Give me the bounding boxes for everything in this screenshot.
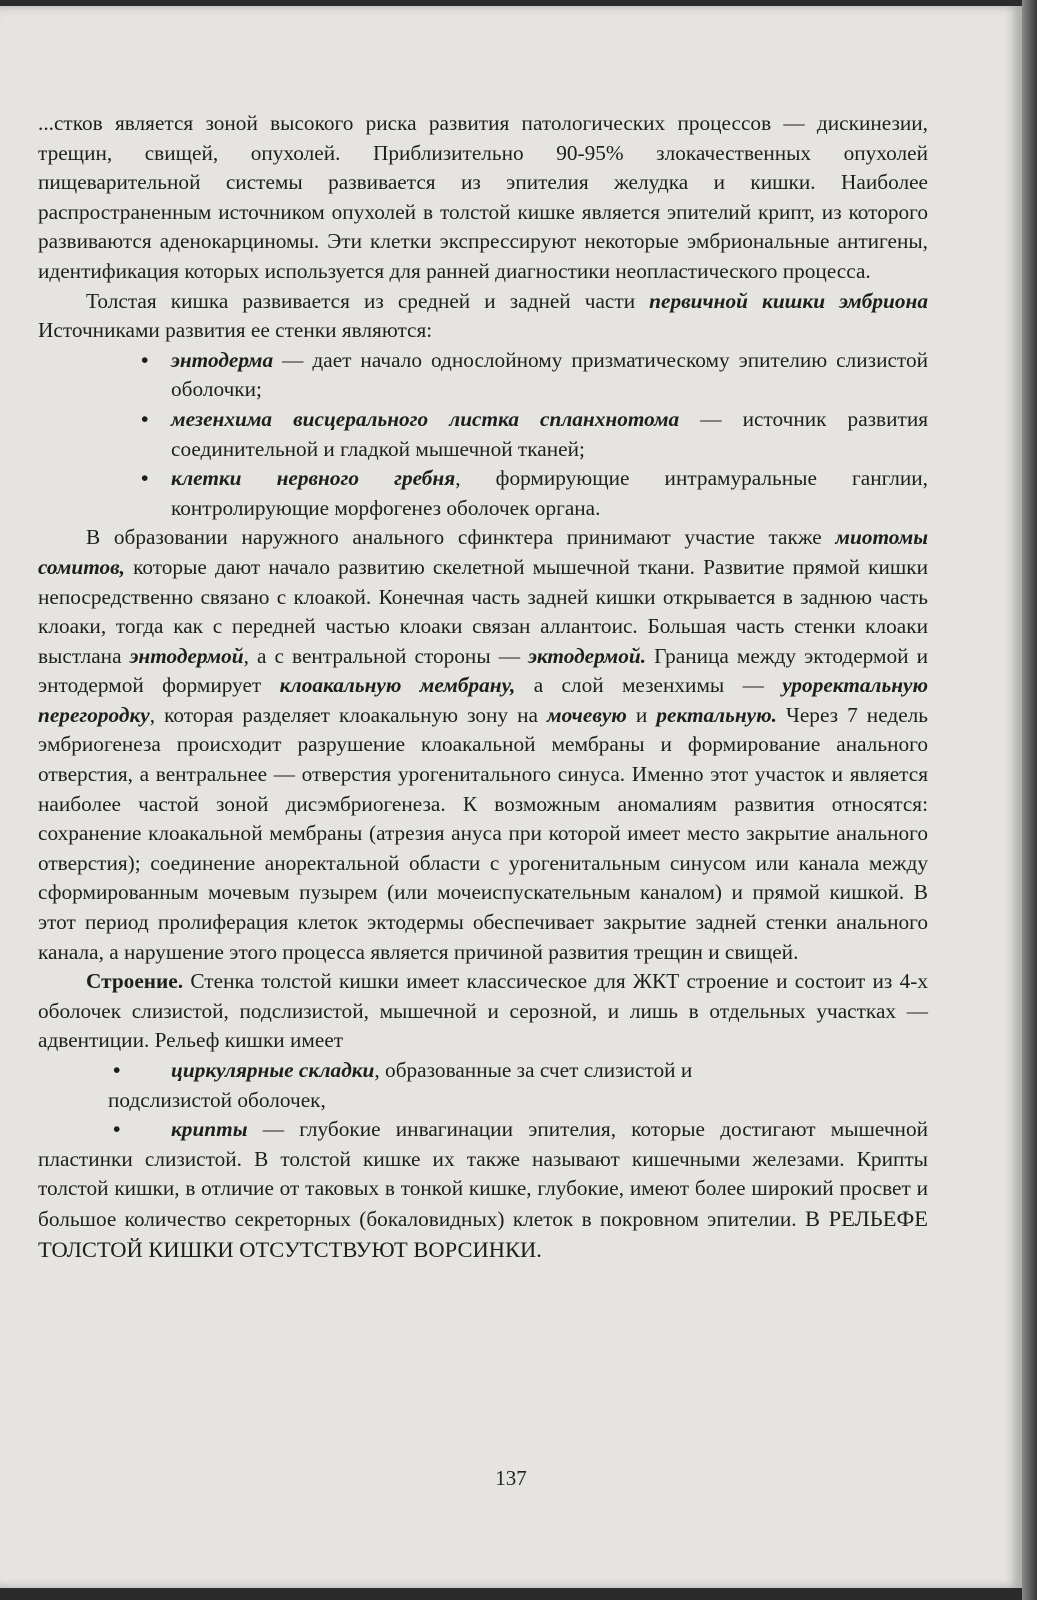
book-page bbox=[0, 6, 1022, 1588]
list-item bbox=[38, 1056, 928, 1086]
bullet-list-1 bbox=[38, 346, 928, 524]
text-run: а слой мезенхимы — bbox=[515, 673, 783, 698]
term: мезенхима висцерального листка спланхнотома bbox=[171, 406, 680, 431]
term: уроректальную перегородку bbox=[38, 673, 929, 727]
term: ректальную. bbox=[656, 702, 777, 727]
term: энтодерма bbox=[171, 347, 274, 372]
page-edge-shadow bbox=[1022, 0, 1037, 1600]
list-item bbox=[171, 405, 928, 464]
list-item-continuation: подслизистой оболочек, bbox=[108, 1087, 326, 1112]
paragraph-4 bbox=[38, 967, 928, 1056]
term: мочевую bbox=[547, 702, 627, 727]
paragraph-3 bbox=[38, 523, 928, 967]
text-run: , формирующие интрамуральные ганглии, контролирующие морфогенез оболочек органа. bbox=[171, 466, 929, 520]
text-run: , которая разделяет клоакальную зону на bbox=[149, 702, 547, 727]
text-run: — источник развития соединительной и гладкой мышечной тканей; bbox=[171, 406, 929, 461]
body-text bbox=[38, 109, 928, 1265]
text-run-caps: В РЕЛЬЕФЕ ТОЛСТОЙ КИШКИ ОТСУТСТВУЮТ ВОРСИНКИ. bbox=[38, 1205, 928, 1262]
text-run: Толстая кишка развивается из средней и задней части bbox=[86, 288, 650, 313]
text-run: Стенка толстой кишки имеет классическое для ЖКТ строение и состоит из 4-х оболочек слизистой, подслизистой, мышечной и серозной, и лишь в отдельных участках — адвентиции. Рельеф кишки имеет bbox=[38, 969, 928, 1053]
page-number: 137 bbox=[495, 1466, 527, 1490]
term: клетки нервного гребня bbox=[171, 466, 456, 491]
text-run: Через 7 недель эмбриогенеза происходит разрушение клоакальной мембраны и формирование анального отверстия, а вентральнее — отверстия урогенитального синуса. Именно этот участок и является наиболее частой зоной дисэмбриогенеза. К возможным аномалиям развития относятся: сохранение клоакальной мембраны (атрезия ануса при которой имеет место закрытие анального отверстия); соединение аноректальной области с урогенитальным синусом или канала между сформированным мочевым пузырем (или мочеиспускательным каналом) и прямой кишкой. В этот период пролиферация клеток эктодермы обеспечивает закрытие задней стенки анального канала, а нарушение этого процесса является причиной развития трещин и свищей. bbox=[38, 702, 929, 964]
text-run: и bbox=[626, 702, 657, 727]
text-run: — глубокие инвагинации эпителия, которые достигают мышечной пластинки слизистой. В толстой кишке их также называют кишечными железами. Крипты толстой кишки, в отличие от таковых в тонкой кишке, глубокие, имеют более широкий просвет и большое количество секреторных (бокаловидных) клеток в покровном эпителии. bbox=[38, 1117, 928, 1231]
text-run: , образованные за счет слизистой и bbox=[374, 1058, 693, 1082]
text-run: В образовании наружного анального сфинктера принимают участие также bbox=[86, 525, 836, 550]
text-run: которые дают начало развитию скелетной мышечной ткани. Развитие прямой кишки непосредственно связано с клоакой. Конечная часть задней кишки открывается в заднюю часть клоаки, тогда как с передней частью клоаки связан аллантоис. Большая часть стенки клоаки выстлана bbox=[38, 554, 928, 668]
text-run: Граница между эктодермой и энтодермой формирует bbox=[38, 643, 928, 698]
bullet-icon: • bbox=[113, 1117, 121, 1142]
term: эктодермой. bbox=[528, 643, 647, 668]
term: энтодермой bbox=[129, 643, 244, 668]
list-item bbox=[38, 1115, 928, 1265]
text-run: , а с вентральной стороны — bbox=[243, 643, 529, 668]
bullet-icon: • bbox=[113, 1058, 121, 1082]
term: циркулярные складки bbox=[171, 1058, 375, 1082]
term: клоакальную мембрану, bbox=[279, 673, 516, 698]
term: миотомы сомитов, bbox=[38, 525, 928, 579]
list-item bbox=[171, 346, 928, 405]
paragraph-1 bbox=[38, 109, 928, 287]
list-item bbox=[171, 464, 928, 523]
paragraph-2 bbox=[38, 287, 928, 346]
term: первичной кишки эмбриона bbox=[649, 288, 928, 313]
term: крипты bbox=[171, 1117, 248, 1142]
text-run: — дает начало однослойному призматическому эпителию слизистой оболочки; bbox=[171, 347, 928, 402]
section-heading: Строение. bbox=[86, 969, 184, 994]
text-run: Источниками развития ее стенки являются: bbox=[38, 318, 433, 343]
text-run: ...стков является зоной высокого риска развития патологических процессов — дискинезии, трещин, свищей, опухолей. Приблизительно 90-95% злокачественных опухолей пищеварительной системы развивается из эпителия желудка и кишки. Наиболее распространенным источником опухолей в толстой кишке является эпителий крипт, из которого развиваются аденокарциномы. Эти клетки экспрессируют некоторые эмбриональные антигены, идентификация которых используется для ранней диагностики неопластического процесса. bbox=[38, 111, 928, 283]
